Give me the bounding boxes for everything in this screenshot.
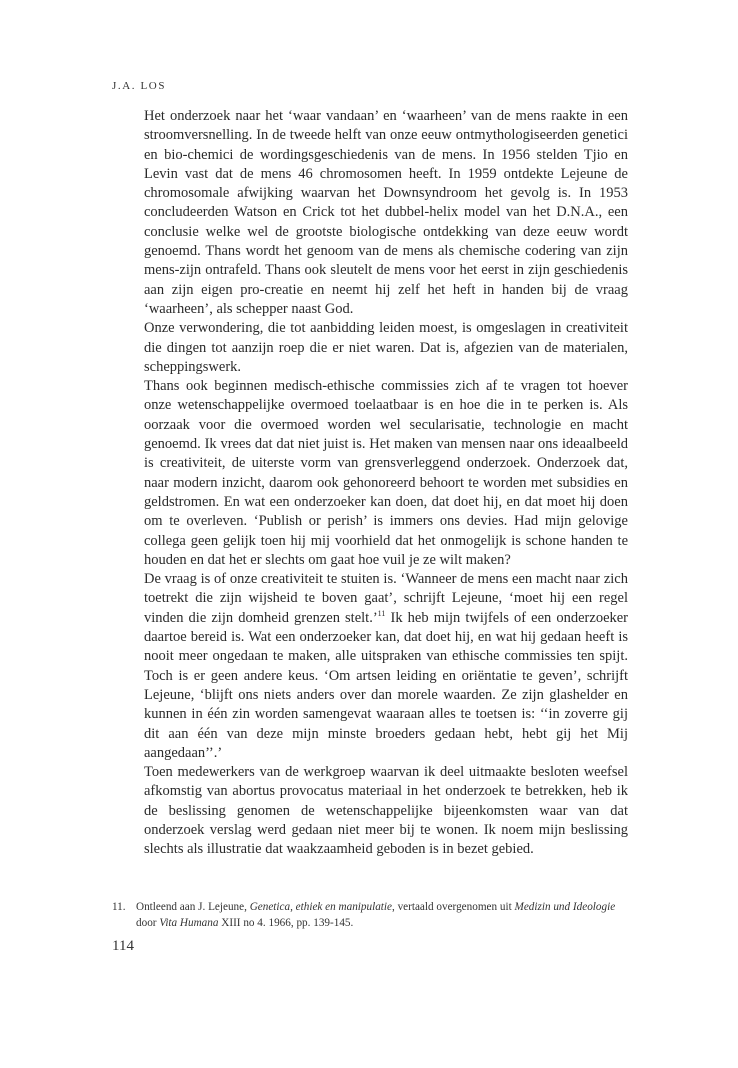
page-number: 114 [112,938,134,954]
body-text [144,107,628,860]
footnotes [112,899,628,931]
footnote-11 [112,899,628,931]
paragraph-4-text: De vraag is of onze creativiteit te stuiten is. ‘Wanneer de mens een macht naar zich toetrekt die zijn wijsheid te boven gaat’, schrijft Lejeune, ‘moet hij een regel vinden die zijn domheid grenzen stelt.’ [144,571,628,626]
footnote-before: Ontleend aan J. Lejeune, [136,901,250,913]
paragraph-5: Toen medewerkers van de werkgroep waarvan ik deel uitmaakte besloten weefsel afkomstig van abortus provocatus materiaal in het onderzoek te betrekken, heb ik de beslissing genomen de wetenschappelijke bijeenkomsten waar van dat onderzoek verslag werd gedaan niet meer bij te wonen. Ik noem mijn beslissing slechts als illustratie dat waakzaamheid geboden is in bezet gebied. [144,764,628,858]
footnote-journal: Vita Humana [159,917,219,929]
footnote-door: door [136,917,160,929]
running-head: J.A. LOS [112,80,167,92]
footnote-number: 11. [112,901,126,913]
footnote-text [136,899,628,931]
paragraph-4 [144,570,628,763]
footnote-source: Medizin und Ideologie [514,901,616,913]
footnote-after: XIII no 4. 1966, pp. 139-145. [218,917,354,929]
paragraph-1: Het onderzoek naar het ‘waar vandaan’ en ‘waarheen’ van de mens raakte in een stroomversnelling. In de tweede helft van onze eeuw ontmythologiseerden genetici en bio-chemici de wordingsgeschiedenis van de mens. In 1956 stelden Tjio en Levin vast dat de mens 46 chromosomen heeft. In 1959 ontdekte Lejeune de chromosomale afwijking waarvan het Downsyndroom het gevolg is. In 1953 concludeerden Watson en Crick tot het dubbel-helix model van het D.N.A., een conclusie welke wel de grootste biologische ontdekking van deze eeuw wordt genoemd. Thans wordt het genoom van de mens als chemische codering van zijn mens-zijn ontrafeld. Thans ook sleutelt de mens voor het eerst in zijn geschiedenis aan zijn eigen pro-creatie en neemt hij zelf het heft in handen bij de vraag ‘waarheen’, als schepper naast God. [144,108,628,317]
paragraph-4-continuation: Ik heb mijn twijfels of een onderzoeker daartoe bereid is. Wat een onderzoeker kan, dat doet hij, en wat hij gedaan heeft is nooit meer ongedaan te maken, alle uitspraken van ethische commissies ten spijt. Toch is er geen andere keus. ‘Om artsen leiding en oriëntatie te geven’, schrijft Lejeune, ‘blijft ons niets anders over dan morele waarden. Ze zijn glashelder en kunnen in één zin worden samengevat waaraan alles te toetsen is: ‘‘in zoverre gij dit aan één van deze mijn minste broeders gedaan hebt, hebt gij het Mij aangedaan’’.’ [144,609,629,761]
paragraph-2: Onze verwondering, die tot aanbidding leiden moest, is omgeslagen in creativiteit die dingen tot aanzijn roep die er niet waren. Dat is, afgezien van de materialen, scheppingswerk. [144,320,628,375]
paragraph-3: Thans ook beginnen medisch-ethische commissies zich af te vragen tot hoever onze wetenschappelijke overmoed toelaatbaar is en hoe die in te perken is. Als oorzaak voor die overmoed worden wel secularisatie, technologie en macht genoemd. Ik vrees dat dat niet juist is. Het maken van mensen naar ons ideaalbeeld is creativiteit, de uiterste vorm van grensverleggend onderzoek. Onderzoek dat, naar modern inzicht, daarom ook gehonoreerd behoort te worden met subsidies en geldstromen. En wat een onderzoeker kan doen, dat doet hij, en dat moet hij doen om te overleven. ‘Publish or perish’ is immers ons devies. Had mijn gelovige collega geen gelijk toen hij mij voorhield dat het onmogelijk is schone handen te houden en dat het er slechts om gaat hoe vuil je ze wilt maken? [144,378,628,568]
footnote-title: Genetica, ethiek en manipulatie [249,901,392,913]
footnote-middle: , vertaald overgenomen uit [391,901,515,913]
footnote-reference[interactable]: 11 [377,608,386,618]
